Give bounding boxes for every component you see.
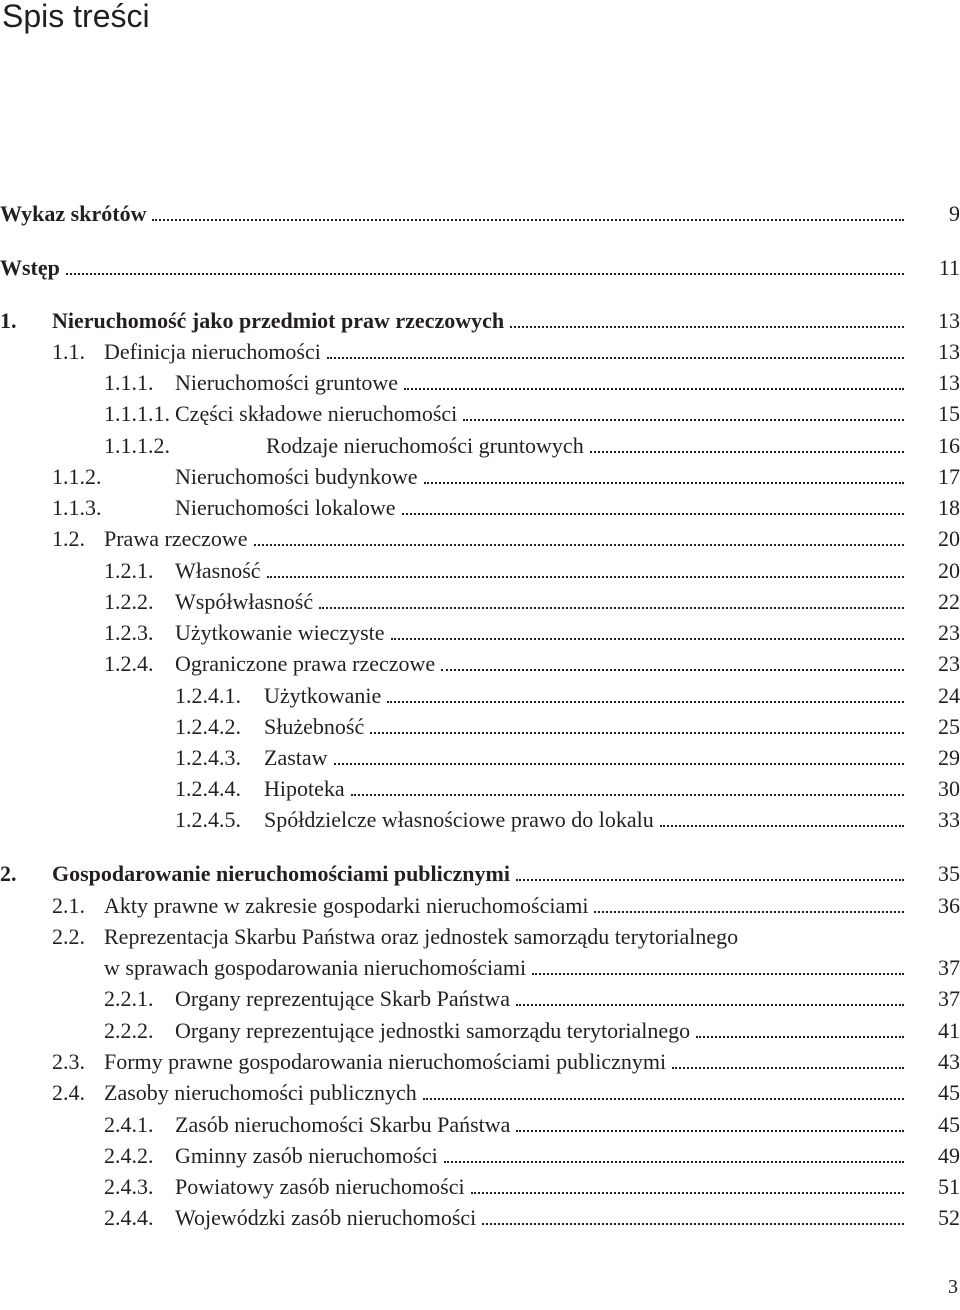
toc-entry	[0, 804, 960, 835]
entry-page-number: 45	[938, 1080, 960, 1105]
entry-number: 2.2.1.	[104, 986, 154, 1011]
dot-leader	[267, 576, 904, 578]
entry-number: 1.1.	[52, 339, 85, 364]
entry-number: 2.2.	[52, 924, 85, 949]
dot-leader	[516, 1130, 904, 1132]
entry-page-number: 23	[938, 620, 960, 645]
entry-number: 2.4.	[52, 1080, 85, 1105]
entry-title: Hipoteka	[264, 776, 345, 801]
entry-title: w sprawach gospodarowania nieruchomościami	[104, 955, 527, 980]
toc-entry	[0, 1171, 960, 1202]
toc-entry	[0, 711, 960, 742]
entry-title: Zasoby nieruchomości publicznych	[104, 1080, 417, 1105]
entry-title: Nieruchomości gruntowe	[175, 370, 398, 395]
entry-number: 1.2.4.2.	[175, 714, 241, 739]
toc-entry	[0, 773, 960, 804]
dot-leader	[370, 732, 904, 734]
entry-page-number: 30	[938, 776, 960, 801]
entry-number: 1.1.2.	[52, 464, 102, 489]
entry-title: Własność	[175, 558, 261, 583]
toc-entry	[0, 336, 960, 367]
entry-title: Rodzaje nieruchomości gruntowych	[266, 433, 584, 458]
toc-entry	[0, 983, 960, 1014]
entry-title: Użytkowanie wieczyste	[175, 620, 385, 645]
toc-entry	[0, 1109, 960, 1140]
entry-page-number: 20	[938, 558, 960, 583]
toc-entry	[0, 742, 960, 773]
entry-number: 1.2.4.4.	[175, 776, 241, 801]
dot-leader	[672, 1067, 904, 1069]
entry-title: Formy prawne gospodarowania nieruchomościami publicznymi	[104, 1049, 667, 1074]
toc-entry	[0, 858, 960, 889]
entry-title: Organy reprezentujące Skarb Państwa	[175, 986, 510, 1011]
entry-page-number: 52	[938, 1205, 960, 1230]
toc-entry	[0, 648, 960, 679]
dot-leader	[424, 482, 904, 484]
entry-page-number: 29	[938, 745, 960, 770]
dot-leader	[594, 911, 904, 913]
dot-leader	[482, 1223, 904, 1225]
entry-page-number: 16	[938, 433, 960, 458]
entry-title: Gminny zasób nieruchomości	[175, 1143, 438, 1168]
dot-leader	[387, 701, 904, 703]
toc-entry	[0, 1077, 960, 1108]
toc-entry	[0, 952, 960, 983]
entry-title: Części składowe nieruchomości	[175, 401, 458, 426]
toc-entry	[0, 367, 960, 398]
entry-page-number: 33	[938, 807, 960, 832]
entry-title: Nieruchomości lokalowe	[175, 495, 396, 520]
entry-page-number: 51	[938, 1174, 960, 1199]
entry-title: Spółdzielcze własnościowe prawo do lokalu	[264, 807, 654, 832]
toc-entry	[0, 1015, 960, 1046]
entry-page-number: 25	[938, 714, 960, 739]
toc-entry	[0, 890, 960, 921]
entry-page-number: 9	[949, 201, 960, 226]
toc-entry	[0, 555, 960, 586]
entry-number: 1.2.	[52, 526, 85, 551]
dot-leader	[471, 1192, 904, 1194]
entry-page-number: 37	[938, 955, 960, 980]
toc-entry	[0, 1046, 960, 1077]
entry-page-number: 22	[938, 589, 960, 614]
dot-leader	[319, 607, 904, 609]
entry-page-number: 24	[938, 683, 960, 708]
entry-title: Współwłasność	[175, 589, 314, 614]
dot-leader	[510, 326, 904, 328]
entry-number: 1.1.1.1.	[104, 401, 170, 426]
dot-leader	[444, 1161, 904, 1163]
dot-leader	[516, 879, 904, 881]
entry-title: Prawa rzeczowe	[104, 526, 248, 551]
dot-leader	[696, 1036, 904, 1038]
toc-entry	[0, 430, 960, 461]
entry-page-number: 17	[938, 464, 960, 489]
dot-leader	[402, 513, 904, 515]
entry-number: 2.3.	[52, 1049, 85, 1074]
toc-entry	[0, 921, 960, 952]
toc-entry	[0, 523, 960, 554]
toc-entry	[0, 461, 960, 492]
entry-title: Organy reprezentujące jednostki samorządu terytorialnego	[175, 1018, 691, 1043]
entry-number: 1.2.4.	[104, 651, 154, 676]
toc-entry	[0, 252, 960, 283]
toc-entry	[0, 198, 960, 229]
entry-number: 2.4.3.	[104, 1174, 154, 1199]
entry-number: 2.2.2.	[104, 1018, 154, 1043]
entry-title: Zastaw	[264, 745, 328, 770]
dot-leader	[441, 669, 904, 671]
dot-leader	[463, 419, 904, 421]
entry-number: 2.1.	[52, 893, 85, 918]
entry-number: 1.2.1.	[104, 558, 154, 583]
entry-title: Zasób nieruchomości Skarbu Państwa	[175, 1112, 511, 1137]
toc-entry	[0, 680, 960, 711]
dot-leader	[590, 451, 904, 453]
entry-number: 2.	[0, 861, 17, 886]
entry-number: 1.1.1.2.	[104, 433, 170, 458]
entry-number: 1.2.3.	[104, 620, 154, 645]
entry-page-number: 45	[938, 1112, 960, 1137]
entry-page-number: 18	[938, 495, 960, 520]
entry-page-number: 20	[938, 526, 960, 551]
entry-number: 2.4.2.	[104, 1143, 154, 1168]
entry-title: Wstęp	[0, 255, 60, 280]
dot-leader	[423, 1098, 904, 1100]
entry-title: Nieruchomości budynkowe	[175, 464, 418, 489]
entry-page-number: 41	[938, 1018, 960, 1043]
entry-number: 1.1.3.	[52, 495, 102, 520]
entry-title: Ograniczone prawa rzeczowe	[175, 651, 436, 676]
page-number: 3	[948, 1276, 958, 1298]
entry-page-number: 23	[938, 651, 960, 676]
dot-leader	[334, 763, 904, 765]
entry-page-number: 43	[938, 1049, 960, 1074]
toc-entry	[0, 1140, 960, 1171]
entry-title: Służebność	[264, 714, 365, 739]
dot-leader	[254, 544, 904, 546]
entry-number: 1.	[0, 308, 17, 333]
entry-title: Wykaz skrótów	[0, 201, 147, 226]
page-heading: Spis treści	[2, 0, 150, 34]
dot-leader	[152, 219, 904, 221]
entry-page-number: 13	[938, 308, 960, 333]
entry-title: Reprezentacja Skarbu Państwa oraz jednostek samorządu terytorialnego	[104, 924, 739, 949]
entry-number: 2.4.1.	[104, 1112, 154, 1137]
entry-title: Użytkowanie	[264, 683, 382, 708]
entry-page-number: 37	[938, 986, 960, 1011]
entry-title: Gospodarowanie nieruchomościami publicznymi	[52, 861, 510, 886]
dot-leader	[66, 273, 904, 275]
entry-title: Nieruchomość jako przedmiot praw rzeczowych	[52, 308, 505, 333]
entry-number: 1.2.4.1.	[175, 683, 241, 708]
entry-number: 1.2.4.3.	[175, 745, 241, 770]
entry-number: 2.4.4.	[104, 1205, 154, 1230]
entry-page-number: 49	[938, 1143, 960, 1168]
entry-number: 1.2.2.	[104, 589, 154, 614]
toc-entry	[0, 617, 960, 648]
entry-number: 1.1.1.	[104, 370, 154, 395]
entry-title: Definicja nieruchomości	[104, 339, 321, 364]
entry-page-number: 13	[938, 370, 960, 395]
dot-leader	[391, 638, 904, 640]
entry-page-number: 35	[938, 861, 960, 886]
toc-entry	[0, 305, 960, 336]
dot-leader	[327, 357, 904, 359]
toc-entry	[0, 492, 960, 523]
entry-number: 1.2.4.5.	[175, 807, 241, 832]
dot-leader	[351, 794, 904, 796]
dot-leader	[404, 388, 904, 390]
dot-leader	[516, 1004, 904, 1006]
dot-leader	[532, 973, 904, 975]
toc-entry	[0, 586, 960, 617]
entry-title: Powiatowy zasób nieruchomości	[175, 1174, 465, 1199]
entry-page-number: 36	[938, 893, 960, 918]
entry-page-number: 11	[938, 255, 960, 280]
toc-entry	[0, 1202, 960, 1233]
entry-title: Wojewódzki zasób nieruchomości	[175, 1205, 477, 1230]
entry-title: Akty prawne w zakresie gospodarki nieruchomościami	[104, 893, 589, 918]
entry-page-number: 13	[938, 339, 960, 364]
entry-page-number: 15	[938, 401, 960, 426]
dot-leader	[660, 825, 904, 827]
toc-entry	[0, 398, 960, 429]
